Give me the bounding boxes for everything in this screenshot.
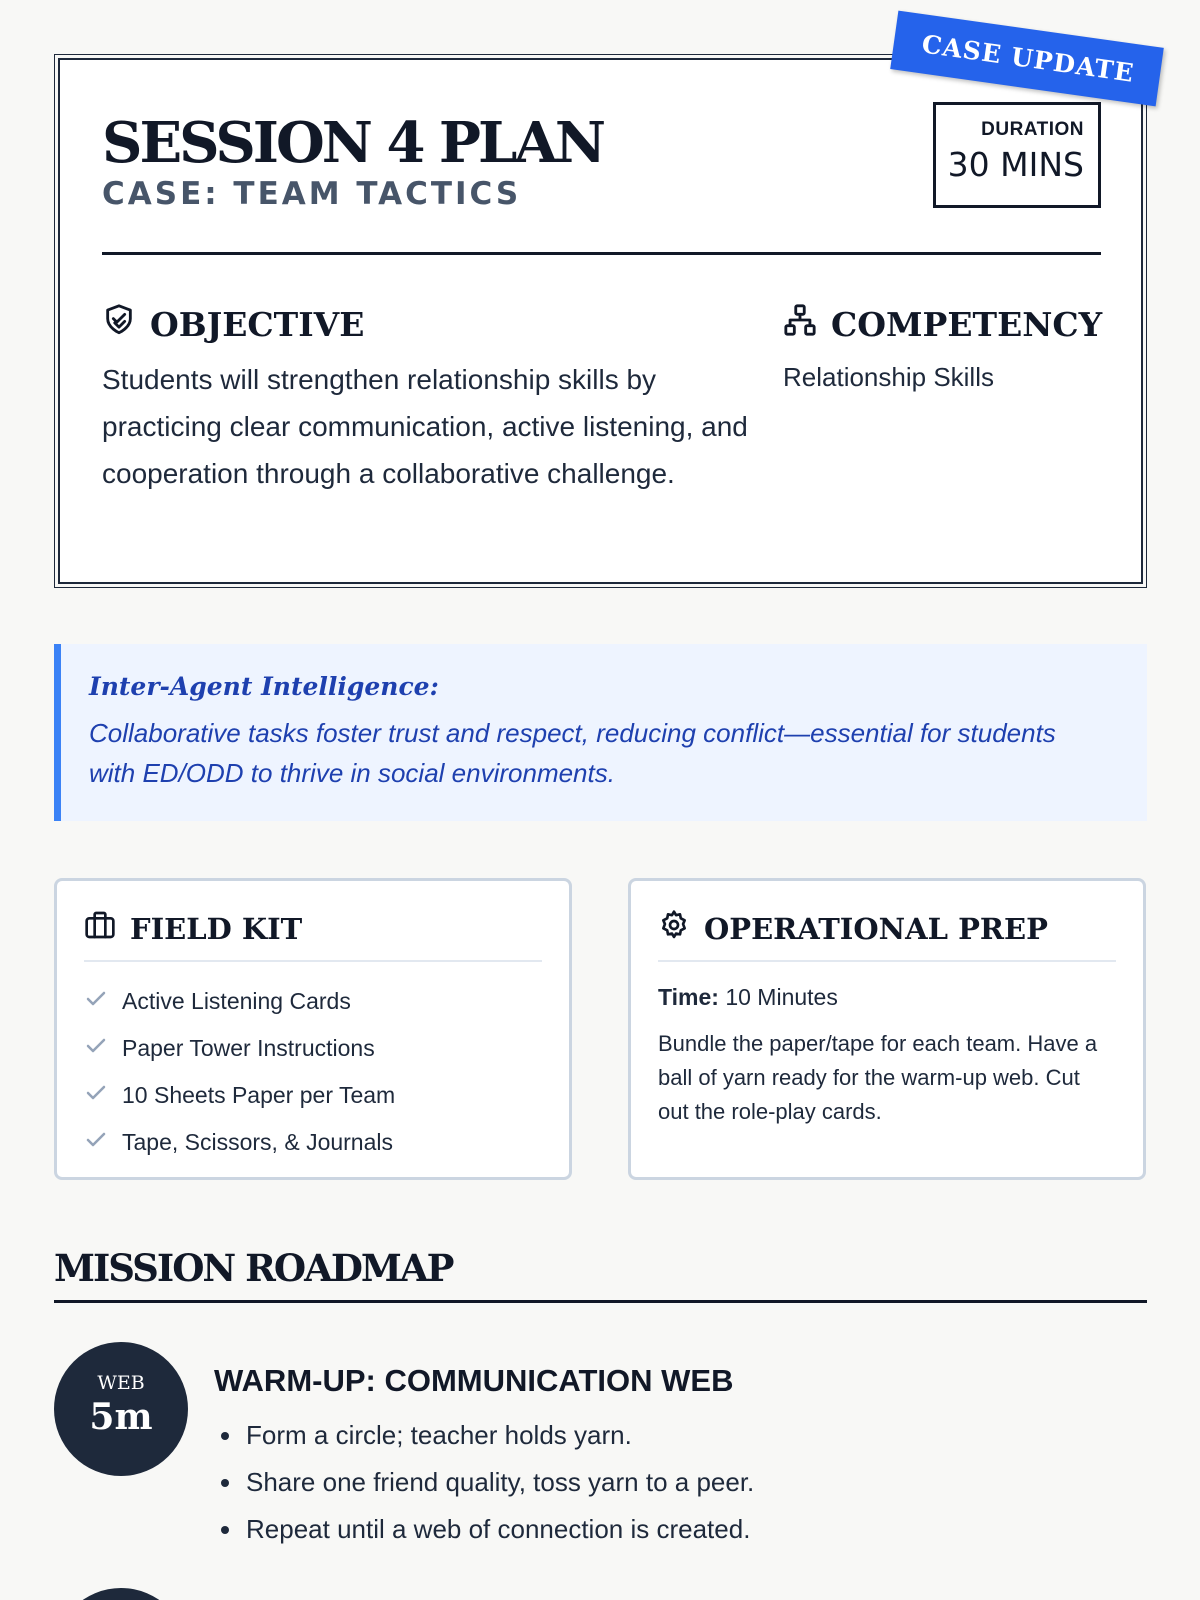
callout-text: Collaborative tasks foster trust and respect, reducing conflict—essential for students with ED/ODD to thrive in social environments. — [89, 718, 1056, 788]
org-chart-icon — [783, 303, 817, 345]
list-item-label: Tape, Scissors, & Journals — [122, 1129, 394, 1155]
page-subtitle: CASE: TEAM TACTICS — [102, 176, 522, 212]
list-item — [84, 1025, 542, 1072]
check-icon — [84, 1081, 108, 1111]
prep-time — [658, 984, 1116, 1011]
objective-text: Students will strengthen relationship skills by practicing clear communication, active listening, and cooperation through a collaborative challenge. — [102, 364, 748, 489]
session-plan-page — [54, 29, 1147, 1544]
duration-label: DURATION — [981, 119, 1084, 140]
check-icon — [84, 1128, 108, 1158]
step-tag: WEB — [97, 1372, 145, 1394]
competency-heading — [783, 303, 1102, 345]
objective-heading — [102, 303, 364, 345]
gear-icon — [658, 909, 690, 948]
duration-box — [933, 102, 1101, 208]
check-icon — [84, 1034, 108, 1064]
duration-value: 30 MINS — [947, 145, 1084, 184]
list-item-label: Active Listening Cards — [122, 988, 351, 1014]
prep-time-label: Time: — [658, 984, 719, 1010]
page-title: SESSION 4 PLAN — [102, 110, 604, 176]
step-bullet: • Repeat until a web of connection is created. — [244, 1506, 754, 1553]
objective-heading-label: OBJECTIVE — [150, 304, 365, 344]
step-bullets — [244, 1412, 754, 1553]
header-divider — [102, 252, 1101, 255]
step-time-badge — [54, 1342, 188, 1476]
roadmap-divider — [54, 1300, 1147, 1303]
operational-prep-heading-label: OPERATIONAL PREP — [704, 911, 1048, 946]
list-item — [84, 1119, 542, 1166]
prep-text: Bundle the paper/tape for each team. Have a ball of yarn ready for the warm-up web. Cut out the role-play cards. — [658, 1031, 1098, 1124]
list-item-label: 10 Sheets Paper per Team — [122, 1082, 396, 1108]
field-kit-heading — [84, 909, 542, 962]
check-icon — [84, 987, 108, 1017]
case-update-stamp: CASE UPDATE — [890, 11, 1164, 107]
step-bullet: • Share one friend quality, toss yarn to a peer. — [244, 1459, 754, 1506]
prep-time-value: 10 Minutes — [725, 984, 838, 1010]
list-item-label: Paper Tower Instructions — [122, 1035, 375, 1061]
field-kit-card — [54, 878, 572, 1180]
briefcase-icon — [84, 909, 116, 948]
competency-heading-label: COMPETENCY — [831, 304, 1103, 344]
intelligence-callout — [54, 644, 1147, 821]
step-bullet: • Form a circle; teacher holds yarn. — [244, 1412, 754, 1459]
next-step-badge — [54, 1588, 188, 1600]
operational-prep-heading — [658, 909, 1116, 962]
roadmap-heading: MISSION ROADMAP — [54, 1246, 453, 1290]
step-minutes: 5m — [89, 1396, 153, 1438]
header-card — [58, 29, 1143, 584]
list-item — [84, 1072, 542, 1119]
field-kit-heading-label: FIELD KIT — [130, 911, 303, 946]
list-item — [84, 978, 542, 1025]
operational-prep-card — [628, 878, 1146, 1180]
handshake-shield-icon — [102, 303, 136, 345]
step-title: WARM-UP: COMMUNICATION WEB — [214, 1363, 734, 1398]
callout-heading: Inter-Agent Intelligence: — [89, 672, 439, 701]
competency-text: Relationship Skills — [783, 362, 994, 392]
field-kit-list — [84, 978, 542, 1166]
